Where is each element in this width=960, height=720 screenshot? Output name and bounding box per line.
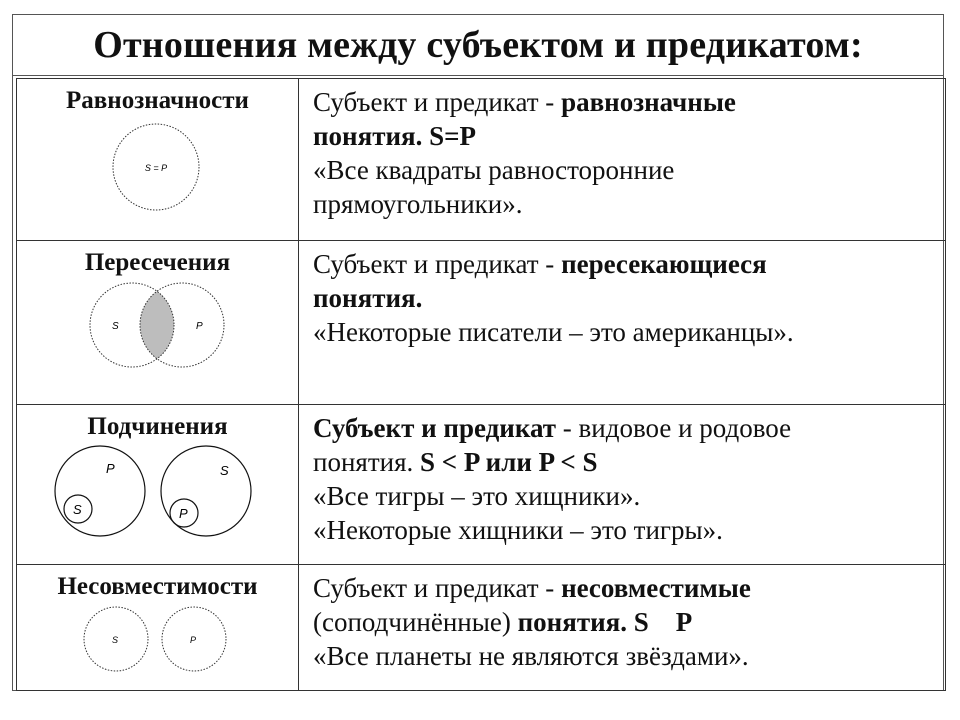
text-line: «Все тигры – это хищники». xyxy=(313,481,641,511)
text-line: понятия. xyxy=(313,283,423,313)
table-row xyxy=(17,405,946,565)
relation-cell xyxy=(17,241,299,405)
relation-description xyxy=(299,565,946,691)
subordination-diagram xyxy=(48,441,268,541)
table-row xyxy=(17,79,946,241)
diagram-label: P xyxy=(189,635,196,645)
text-line: (соподчинённые) понятия. S P xyxy=(313,607,693,637)
relation-cell xyxy=(17,565,299,691)
diagram-label: S xyxy=(111,635,118,645)
text-line: Субъект и предикат - несовместимые xyxy=(313,573,751,603)
diagram-label: P xyxy=(195,321,203,332)
text-line: «Все квадраты равносторонние xyxy=(313,155,675,185)
diagram-label: S xyxy=(219,463,229,478)
diagram-label: S = P xyxy=(144,163,167,173)
text-line: Субъект и предикат - видовое и родовое xyxy=(313,413,792,443)
incompatibility-diagram xyxy=(68,601,248,673)
text-line: понятия. S < P или P < S xyxy=(313,447,598,477)
relation-name: Пересечения xyxy=(84,249,231,276)
relation-description xyxy=(299,79,946,241)
relation-name: Несовместимости xyxy=(57,573,258,600)
equivalence-diagram xyxy=(98,115,218,215)
text-line: Субъект и предикат - пересекающиеся xyxy=(313,249,767,279)
text-line: «Некоторые хищники – это тигры». xyxy=(313,515,723,545)
text-line: «Некоторые писатели – это американцы». xyxy=(313,317,794,347)
text-line: Субъект и предикат - равнозначные xyxy=(313,87,736,117)
diagram-label: P xyxy=(105,461,115,476)
relation-name: Подчинения xyxy=(87,413,228,440)
intersection-diagram xyxy=(68,277,248,377)
text-line: понятия. S=P xyxy=(313,121,477,151)
diagram-label: S xyxy=(72,502,82,517)
page-title: Отношения между субъектом и предикатом: xyxy=(12,14,944,76)
text-line: прямоугольники». xyxy=(313,189,523,219)
text-line: «Все планеты не являются звёздами». xyxy=(313,641,749,671)
diagram-label: P xyxy=(178,506,188,521)
diagram-label: S xyxy=(111,321,119,332)
table-row xyxy=(17,241,946,405)
table-row xyxy=(17,565,946,691)
relation-name: Равнозначности xyxy=(66,87,249,114)
relation-description xyxy=(299,241,946,405)
relations-table xyxy=(16,78,946,691)
relation-description xyxy=(299,405,946,565)
relation-cell xyxy=(17,405,299,565)
relation-cell xyxy=(17,79,299,241)
